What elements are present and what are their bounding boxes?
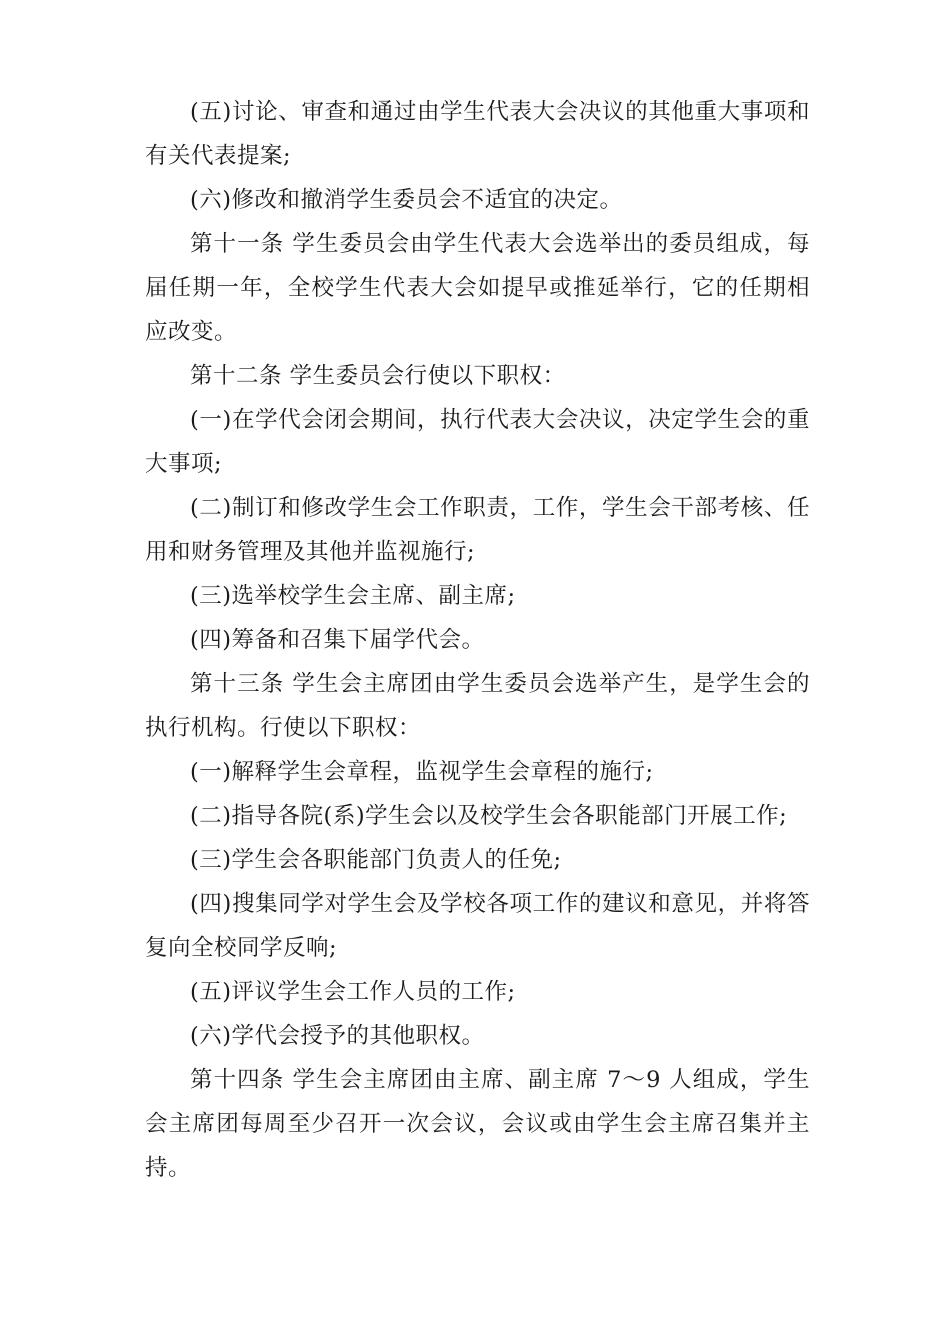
article-13: 第十三条 学生会主席团由学生委员会选举产生，是学生会的执行机构。行使以下职权： <box>145 671 810 741</box>
article-13-item-4: (四)搜集同学对学生会及学校各项工作的建议和意见，并将答复向全校同学反响; <box>145 891 810 961</box>
article-11: 第十一条 学生委员会由学生代表大会选举出的委员组成，每届任期一年，全校学生代表大会如提早或推延举行，它的任期相应改变。 <box>145 231 810 345</box>
article-13-item-2: (二)指导各院(系)学生会以及校学生会各职能部门开展工作; <box>190 803 788 829</box>
article-12-item-1: (一)在学代会闭会期间，执行代表大会决议，决定学生会的重大事项; <box>145 407 810 477</box>
article-12: 第十二条 学生委员会行使以下职权： <box>190 363 566 389</box>
article-12-item-3: (三)选举校学生会主席、副主席; <box>190 583 516 609</box>
article-13-item-5: (五)评议学生会工作人员的工作; <box>190 979 516 1005</box>
article-14: 第十四条 学生会主席团由主席、副主席 7～9 人组成，学生会主席团每周至少召开一次会议，会议或由学生会主席召集并主持。 <box>145 1067 810 1181</box>
article-13-item-1: (一)解释学生会章程，监视学生会章程的施行; <box>190 759 654 785</box>
article-13-item-3: (三)学生会各职能部门负责人的任免; <box>190 847 562 873</box>
paragraph-item-5-discuss: (五)讨论、审查和通过由学生代表大会决议的其他重大事项和有关代表提案; <box>145 99 810 169</box>
article-13-item-6: (六)学代会授予的其他职权。 <box>190 1023 485 1049</box>
article-12-item-4: (四)筹备和召集下届学代会。 <box>190 627 485 653</box>
document-body <box>145 90 810 1190</box>
paragraph-item-6-revoke: (六)修改和撤消学生委员会不适宜的决定。 <box>190 187 623 213</box>
article-12-item-2: (二)制订和修改学生会工作职责，工作，学生会干部考核、任用和财务管理及其他并监视施行; <box>145 495 810 565</box>
